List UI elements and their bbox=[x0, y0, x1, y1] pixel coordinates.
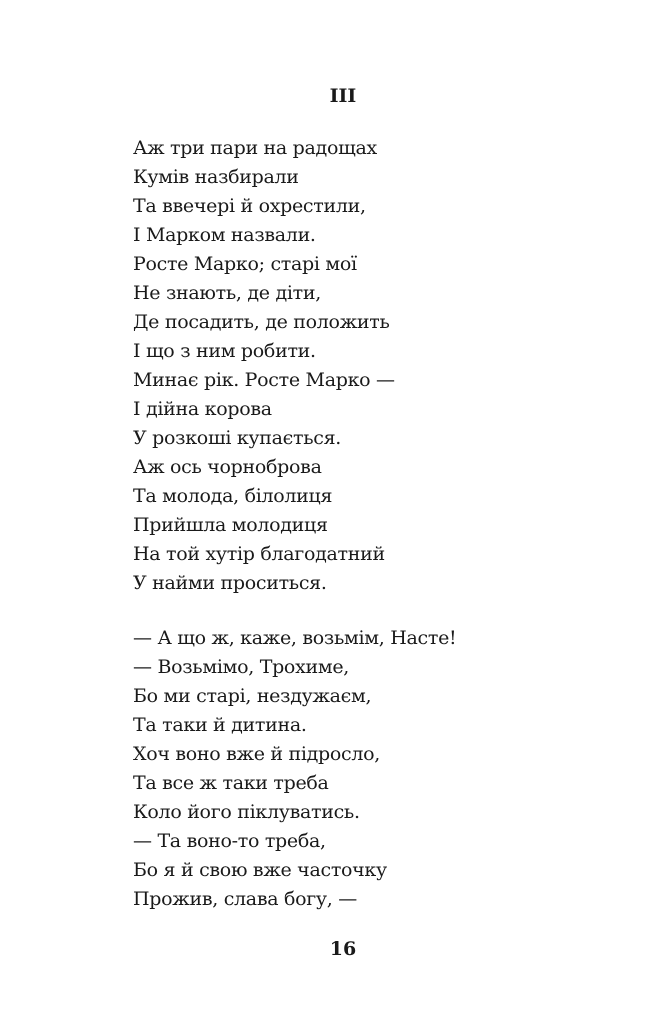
poem-line: Бо ми старі, нездужаєм, bbox=[133, 685, 372, 707]
poem-line: І дійна корова bbox=[133, 398, 272, 420]
stanza-2 bbox=[133, 624, 456, 914]
poem-line: Не знають, де діти, bbox=[133, 282, 321, 304]
poem-line: Та все ж таки треба bbox=[133, 772, 329, 794]
poem-line: Та молода, білолиця bbox=[133, 485, 333, 507]
stanza-1 bbox=[133, 134, 395, 598]
poem-line: І Марком назвали. bbox=[133, 224, 316, 246]
poem-line: Хоч воно вже й підросло, bbox=[133, 743, 381, 765]
poem-line: У найми проситься. bbox=[133, 572, 327, 594]
poem-line: Минає рік. Росте Марко — bbox=[133, 369, 395, 391]
poem-line: Аж три пари на радощах bbox=[133, 137, 377, 159]
section-heading: III bbox=[329, 85, 357, 107]
poem-line: — Возьмімо, Трохиме, bbox=[133, 656, 350, 678]
poem-line: Коло його піклуватись. bbox=[133, 801, 360, 823]
poem-line: Та ввечері й охрестили, bbox=[133, 195, 366, 217]
page-number: 16 bbox=[329, 938, 357, 960]
poem-line: — А що ж, каже, возьмім, Насте! bbox=[133, 627, 457, 649]
poem-line: У розкоші купається. bbox=[133, 427, 342, 449]
poem-line: — Та воно-то треба, bbox=[133, 830, 326, 852]
poem-line: Росте Марко; старі мої bbox=[133, 253, 357, 275]
poem-line: Прожив, слава богу, — bbox=[133, 888, 357, 910]
poem-line: І що з ним робити. bbox=[133, 340, 316, 362]
poem-line: Де посадить, де положить bbox=[133, 311, 390, 333]
poem-line: Бо я й свою вже часточку bbox=[133, 859, 387, 881]
poem-line: Аж ось чорноброва bbox=[133, 456, 322, 478]
poem-line: Прийшла молодиця bbox=[133, 514, 328, 536]
poem-line: Та таки й дитина. bbox=[133, 714, 307, 736]
poem-line: Кумів назбирали bbox=[133, 166, 299, 188]
poem-line: На той хутір благодатний bbox=[133, 543, 385, 565]
